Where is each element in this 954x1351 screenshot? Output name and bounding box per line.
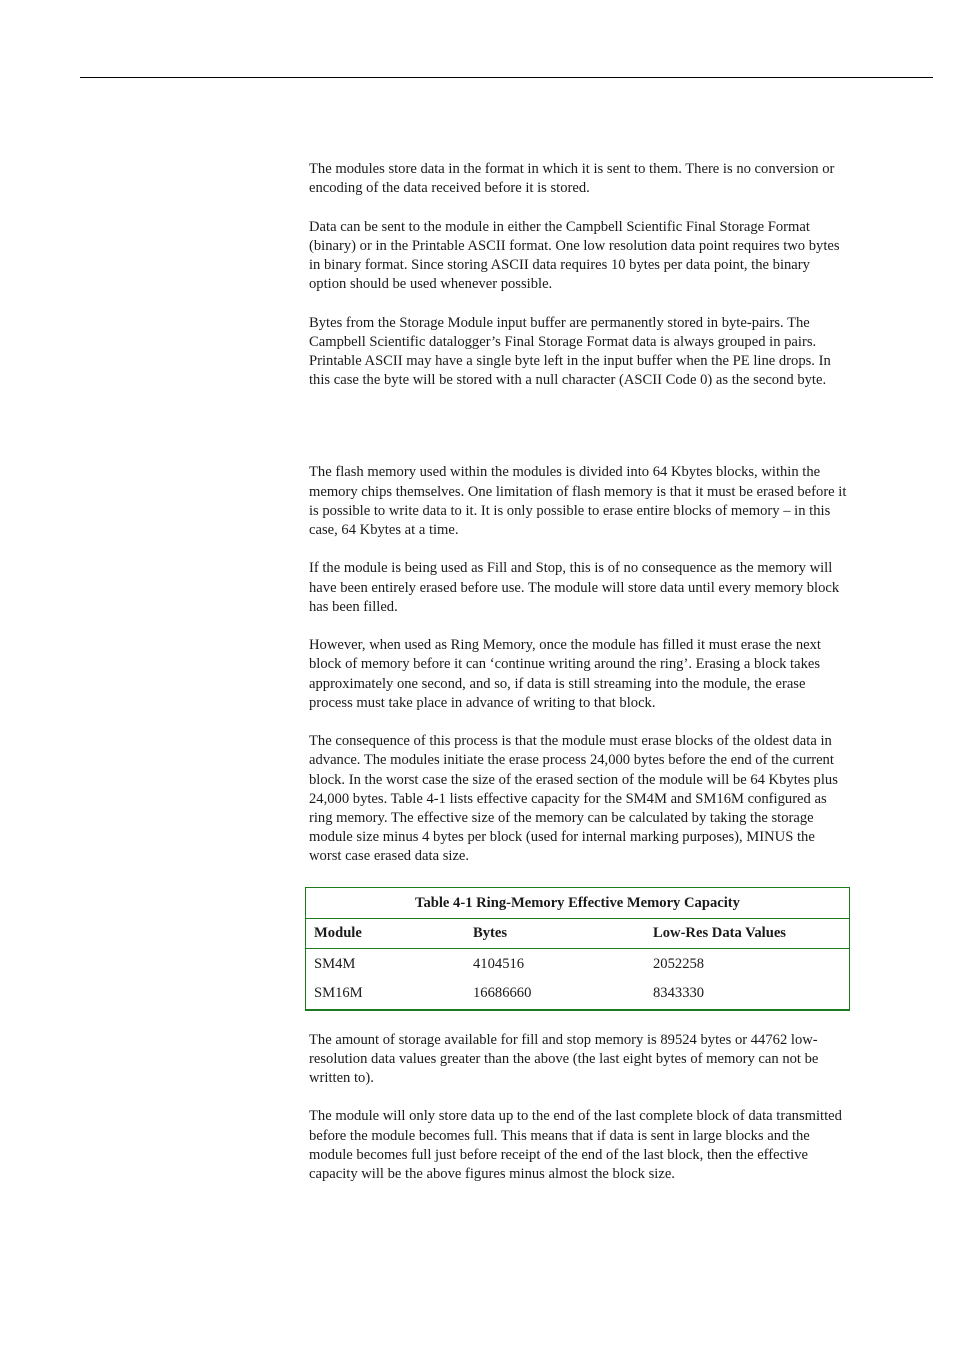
table-cell-module: SM4M [314,955,356,972]
table-cell-low-res: 8343330 [653,984,705,1001]
paragraph-fill-stop-capacity: The amount of storage available for fill and stop memory is 89524 bytes or 44762 low-resolution data values greater than the above (the last eight bytes of memory can not be written to). [309,1031,819,1087]
page-body [309,160,849,1184]
table-header-row [306,919,849,949]
table-row [306,950,849,979]
table-header-low-res: Low-Res Data Values [653,924,786,941]
table-header-module: Module [314,924,362,941]
table-row [306,979,849,1008]
paragraph-ring-memory: However, when used as Ring Memory, once the module has filled it must erase the next block of memory before it can ‘continue writing around the ring’. Erasing a block takes approximately one second, and so, if data is still streaming into the module, the erase process must take place in advance of writing to that block. [309,637,821,711]
table-cell-bytes: 4104516 [473,955,525,972]
table-header-bytes: Bytes [473,924,508,941]
paragraph-block-size-note: The module will only store data up to the end of the last complete block of data transmitted before the module becomes full. This means that if data is sent in large blocks and the module becomes full just before receipt of the end of the last block, then the effective capacity will be the above figures minus almost the block size. [309,1108,842,1183]
paragraph-flash-memory: The flash memory used within the modules is divided into 64 Kbytes blocks, within the memory chips themselves. One limitation of flash memory is that it must be erased before it is possible to write data to it. It is only possible to erase entire blocks of memory – in this case, 64 Kbytes at a time. [309,464,847,539]
paragraph-erase-consequence: The consequence of this process is that the module must erase blocks of the oldest data in advance. The modules initiate the erase process 24,000 bytes before the end of the current block. In the worst case the size of the erased section of the module will be 64 Kbytes plus 24,000 bytes. Table 4-1 lists effective capacity for the SM4M and SM16M configured as ring memory. The effective size of the memory can be calculated by taking the storage module size minus 4 bytes per block (used for internal marking purposes), MINUS the worst case erased data size. [309,733,838,865]
table-cell-module: SM16M [314,984,363,1001]
paragraph-byte-pairs: Bytes from the Storage Module input buffer are permanently stored in byte-pairs. The Campbell Scientific datalogger’s Final Storage Format data is always grouped in pairs. Printable ASCII may have a single byte left in the input buffer when the PE line drops. In this case the byte will be stored with a null character (ASCII Code 0) as the second byte. [309,314,831,389]
table-cell-bytes: 16686660 [473,984,532,1001]
header-rule [80,77,933,78]
paragraph-data-format: The modules store data in the format in which it is sent to them. There is no conversion or encoding of the data received before it is stored. [309,161,835,197]
paragraph-fill-and-stop: If the module is being used as Fill and Stop, this is of no consequence as the memory will have been entirely erased before use. The module will store data until every memory block has been filled. [309,560,840,615]
capacity-table [305,887,850,1011]
table-cell-low-res: 2052258 [653,955,705,972]
paragraph-data-sending: Data can be sent to the module in either the Campbell Scientific Final Storage Format (binary) or in the Printable ASCII format. One low resolution data point requires two bytes in binary format. Since storing ASCII data requires 10 bytes per data point, the binary option should be used whenever possible. [309,218,840,293]
table-body [306,949,849,1009]
table-caption: Table 4-1 Ring-Memory Effective Memory Capacity [306,888,849,919]
